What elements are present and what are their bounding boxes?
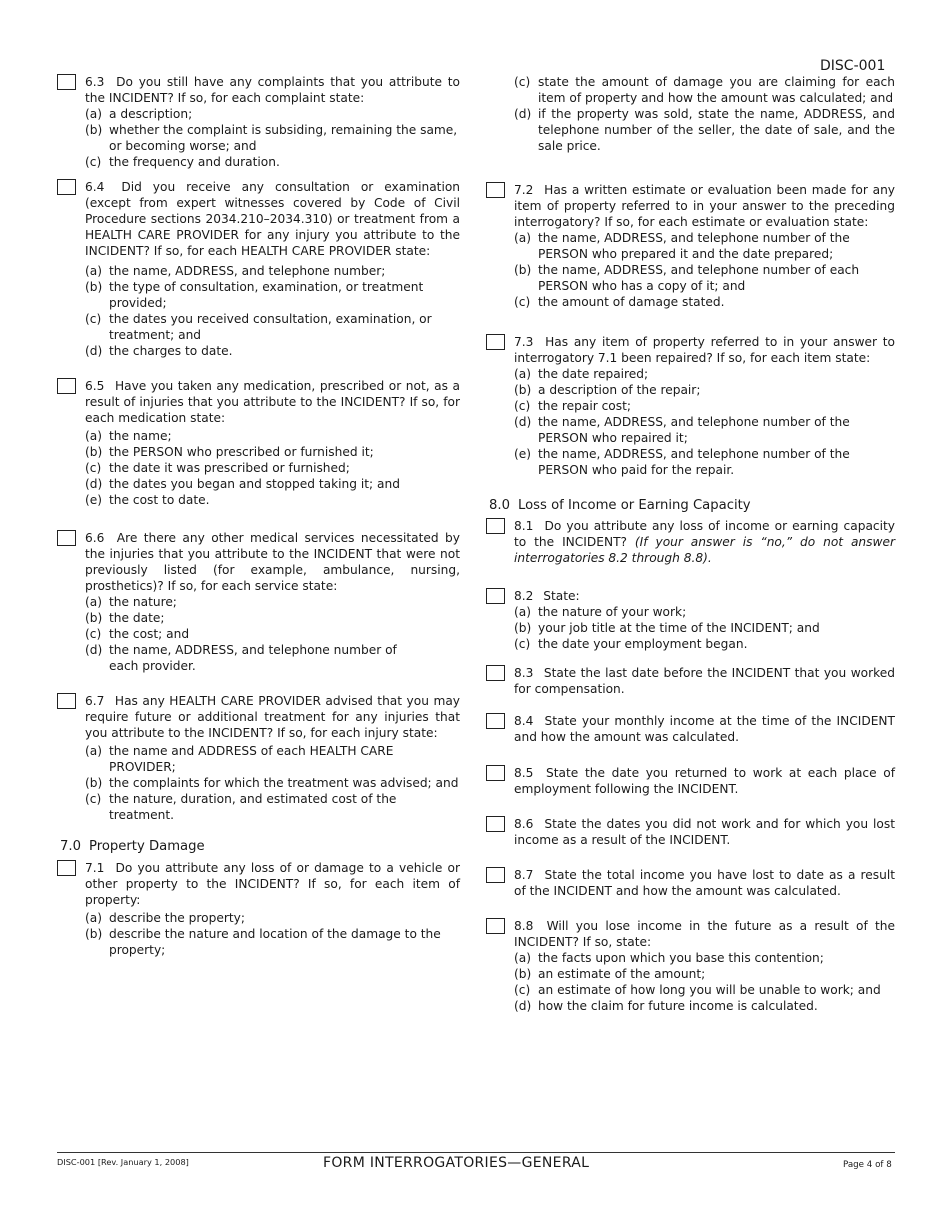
- interrogatory-6-4: [57, 179, 460, 359]
- interrogatory-8-8: [486, 918, 895, 1014]
- interrogatory-8-3: [486, 665, 895, 697]
- checkbox-8-2[interactable]: [486, 588, 505, 604]
- sub-item: (c) the amount of damage stated.: [514, 295, 725, 309]
- sub-item: (b) the PERSON who prescribed or furnished it;: [85, 445, 374, 459]
- sub-item: (d) the charges to date.: [85, 344, 233, 358]
- left-column: [57, 74, 460, 958]
- question-number: 7.3: [514, 335, 534, 349]
- checkbox-6-7[interactable]: [57, 693, 76, 709]
- question-number: 7.2: [514, 183, 534, 197]
- question-text: State your monthly income at the time of the INCIDENT and how the amount was calculated.: [514, 714, 895, 744]
- footer-divider: [57, 1152, 895, 1153]
- checkbox-6-5[interactable]: [57, 378, 76, 394]
- sub-item: (c) the frequency and duration.: [85, 155, 280, 169]
- sub-item: (a) the name;: [85, 429, 172, 443]
- question-number: 6.5: [85, 379, 105, 393]
- sub-item: (e) the cost to date.: [85, 493, 210, 507]
- sub-item: (c) the cost; and: [85, 627, 190, 641]
- checkbox-6-3[interactable]: [57, 74, 76, 90]
- sub-item: (c) the date it was prescribed or furnished;: [85, 461, 350, 475]
- section-number: 7.0: [60, 839, 81, 854]
- sub-item: (b) the date;: [85, 611, 165, 625]
- question-text: State the date you returned to work at each place of employment following the INCIDENT.: [514, 766, 896, 796]
- question-note: (If your answer is “no,” do not answer interrogatories 8.2 through 8.8).: [514, 535, 895, 565]
- sub-item: (d) if the property was sold, state the name, ADDRESS, and telephone number of the seller, the date of sale, and the sale price.: [514, 107, 895, 153]
- sub-item: (c) the repair cost;: [514, 399, 631, 413]
- sub-item: (d) how the claim for future income is calculated.: [514, 999, 818, 1013]
- question-number: 6.7: [85, 694, 105, 708]
- checkbox-8-1[interactable]: [486, 518, 505, 534]
- question-text: Have you taken any medication, prescribed or not, as a result of injuries that you attribute to the INCIDENT? If so, for each medication state:: [85, 379, 461, 425]
- form-code: DISC-001: [820, 58, 886, 74]
- sub-item: (c) the dates you received consultation, examination, or treatment; and: [85, 312, 432, 342]
- question-number: 8.3: [514, 666, 534, 680]
- checkbox-7-3[interactable]: [486, 334, 505, 350]
- question-text: Do you attribute any loss of or damage to a vehicle or other property to the INCIDENT? If so, for each item of property:: [85, 861, 461, 907]
- question-number: 8.1: [514, 519, 534, 533]
- checkbox-8-7[interactable]: [486, 867, 505, 883]
- sub-item: (c) state the amount of damage you are claiming for each item of property and how the amount was calculated; and: [514, 75, 895, 105]
- question-text: State the dates you did not work and for which you lost income as a result of the INCIDENT.: [514, 817, 896, 847]
- interrogatory-6-7: [57, 693, 460, 823]
- checkbox-7-2[interactable]: [486, 182, 505, 198]
- section-title: Property Damage: [88, 839, 205, 854]
- interrogatory-6-3: [57, 74, 460, 170]
- question-text: Do you attribute any loss of income or earning capacity to the INCIDENT?: [514, 519, 895, 549]
- question-number: 6.4: [85, 180, 105, 194]
- sub-item: (e) the name, ADDRESS, and telephone number of the PERSON who paid for the repair.: [514, 447, 850, 477]
- sub-item: (d) the dates you began and stopped taking it; and: [85, 477, 400, 491]
- question-text: Has any item of property referred to in your answer to interrogatory 7.1 been repaired? If so, for each item state:: [514, 335, 896, 365]
- section-number: 8.0: [489, 498, 510, 513]
- question-text: State:: [543, 589, 580, 603]
- checkbox-8-8[interactable]: [486, 918, 505, 934]
- interrogatory-8-2: [486, 588, 895, 652]
- sub-item: (c) the nature, duration, and estimated cost of the treatment.: [85, 792, 397, 822]
- interrogatory-8-5: [486, 765, 895, 797]
- checkbox-8-3[interactable]: [486, 665, 505, 681]
- footer-title: FORM INTERROGATORIES—GENERAL: [323, 1155, 590, 1171]
- sub-item: (a) the name, ADDRESS, and telephone number of the PERSON who prepared it and the date prepared;: [514, 231, 850, 261]
- sub-item: (b) the name, ADDRESS, and telephone number of each PERSON who has a copy of it; and: [514, 263, 860, 293]
- checkbox-8-6[interactable]: [486, 816, 505, 832]
- sub-item: (a) a description;: [85, 107, 193, 121]
- question-text: State the last date before the INCIDENT that you worked for compensation.: [514, 666, 896, 696]
- interrogatory-8-1: [486, 518, 895, 566]
- question-text: Has a written estimate or evaluation been made for any item of property referred to in your answer to the preceding interrogatory? If so, for each estimate or evaluation state:: [514, 183, 896, 229]
- question-text: Did you receive any consultation or examination (except from expert witnesses covered by Code of Civil Procedure sections 2034.210–2034.310) or treatment from a HEALTH CARE PROVIDER for any injury you attribute to the INCIDENT? If so, for each HEALTH CARE PROVIDER state:: [85, 180, 461, 258]
- question-text: Has any HEALTH CARE PROVIDER advised that you may require future or additional treatment for any injuries that you attribute to the INCIDENT? If so, for each injury state:: [85, 694, 461, 740]
- checkbox-8-4[interactable]: [486, 713, 505, 729]
- section-heading-8: [489, 498, 895, 514]
- sub-item: (b) the type of consultation, examination, or treatment provided;: [85, 280, 424, 310]
- sub-item: (b) whether the complaint is subsiding, remaining the same, or becoming worse; and: [85, 123, 458, 153]
- sub-item: (a) the nature of your work;: [514, 605, 687, 619]
- question-text: Are there any other medical services necessitated by the injuries that you attribute to the INCIDENT that were not previously listed (for example, ambulance, nursing, prosthetics)? If so, for each service state:: [85, 531, 461, 593]
- question-text: Do you still have any complaints that you attribute to the INCIDENT? If so, for each complaint state:: [85, 75, 461, 105]
- sub-item: (b) describe the nature and location of the damage to the property;: [85, 927, 441, 957]
- sub-item: (a) the facts upon which you base this contention;: [514, 951, 824, 965]
- sub-item: (a) the name, ADDRESS, and telephone number;: [85, 264, 386, 278]
- interrogatory-8-7: [486, 867, 895, 899]
- sub-item: (a) the date repaired;: [514, 367, 649, 381]
- interrogatory-8-4: [486, 713, 895, 745]
- checkbox-8-5[interactable]: [486, 765, 505, 781]
- question-number: 6.6: [85, 531, 105, 545]
- sub-item: (a) describe the property;: [85, 911, 245, 925]
- checkbox-7-1[interactable]: [57, 860, 76, 876]
- question-number: 8.5: [514, 766, 534, 780]
- sub-item: (b) the complaints for which the treatment was advised; and: [85, 776, 459, 790]
- sub-item: (b) an estimate of the amount;: [514, 967, 706, 981]
- section-heading-7: [60, 839, 460, 855]
- sub-item: (b) a description of the repair;: [514, 383, 701, 397]
- interrogatory-7-3: [486, 334, 895, 478]
- checkbox-6-4[interactable]: [57, 179, 76, 195]
- right-column: [486, 74, 895, 1014]
- question-number: 8.4: [514, 714, 534, 728]
- sub-item: (d) the name, ADDRESS, and telephone number of the PERSON who repaired it;: [514, 415, 850, 445]
- checkbox-6-6[interactable]: [57, 530, 76, 546]
- question-number: 6.3: [85, 75, 105, 89]
- question-text: Will you lose income in the future as a result of the INCIDENT? If so, state:: [514, 919, 895, 949]
- sub-item: (b) your job title at the time of the INCIDENT; and: [514, 621, 820, 635]
- sub-item: (c) an estimate of how long you will be unable to work; and: [514, 983, 881, 997]
- question-number: 8.7: [514, 868, 534, 882]
- sub-item: (a) the name and ADDRESS of each HEALTH CARE PROVIDER;: [85, 744, 394, 774]
- question-number: 8.6: [514, 817, 534, 831]
- interrogatory-7-1: [57, 860, 460, 958]
- question-text: State the total income you have lost to date as a result of the INCIDENT and how the amount was calculated.: [514, 868, 895, 898]
- question-number: 8.2: [514, 589, 534, 603]
- interrogatory-6-5: [57, 378, 460, 508]
- section-title: Loss of Income or Earning Capacity: [517, 498, 751, 513]
- question-number: 7.1: [85, 861, 105, 875]
- interrogatory-7-2: [486, 182, 895, 310]
- sub-item: (a) the nature;: [85, 595, 177, 609]
- footer-page-number: Page 4 of 8: [843, 1160, 892, 1170]
- interrogatory-7-1-continued: [486, 74, 895, 154]
- sub-item: (c) the date your employment began.: [514, 637, 748, 651]
- sub-item: (d) the name, ADDRESS, and telephone number of each provider.: [85, 643, 397, 673]
- footer-form-revision: DISC-001 [Rev. January 1, 2008]: [57, 1157, 189, 1167]
- interrogatory-8-6: [486, 816, 895, 848]
- question-number: 8.8: [514, 919, 534, 933]
- interrogatory-6-6: [57, 530, 460, 674]
